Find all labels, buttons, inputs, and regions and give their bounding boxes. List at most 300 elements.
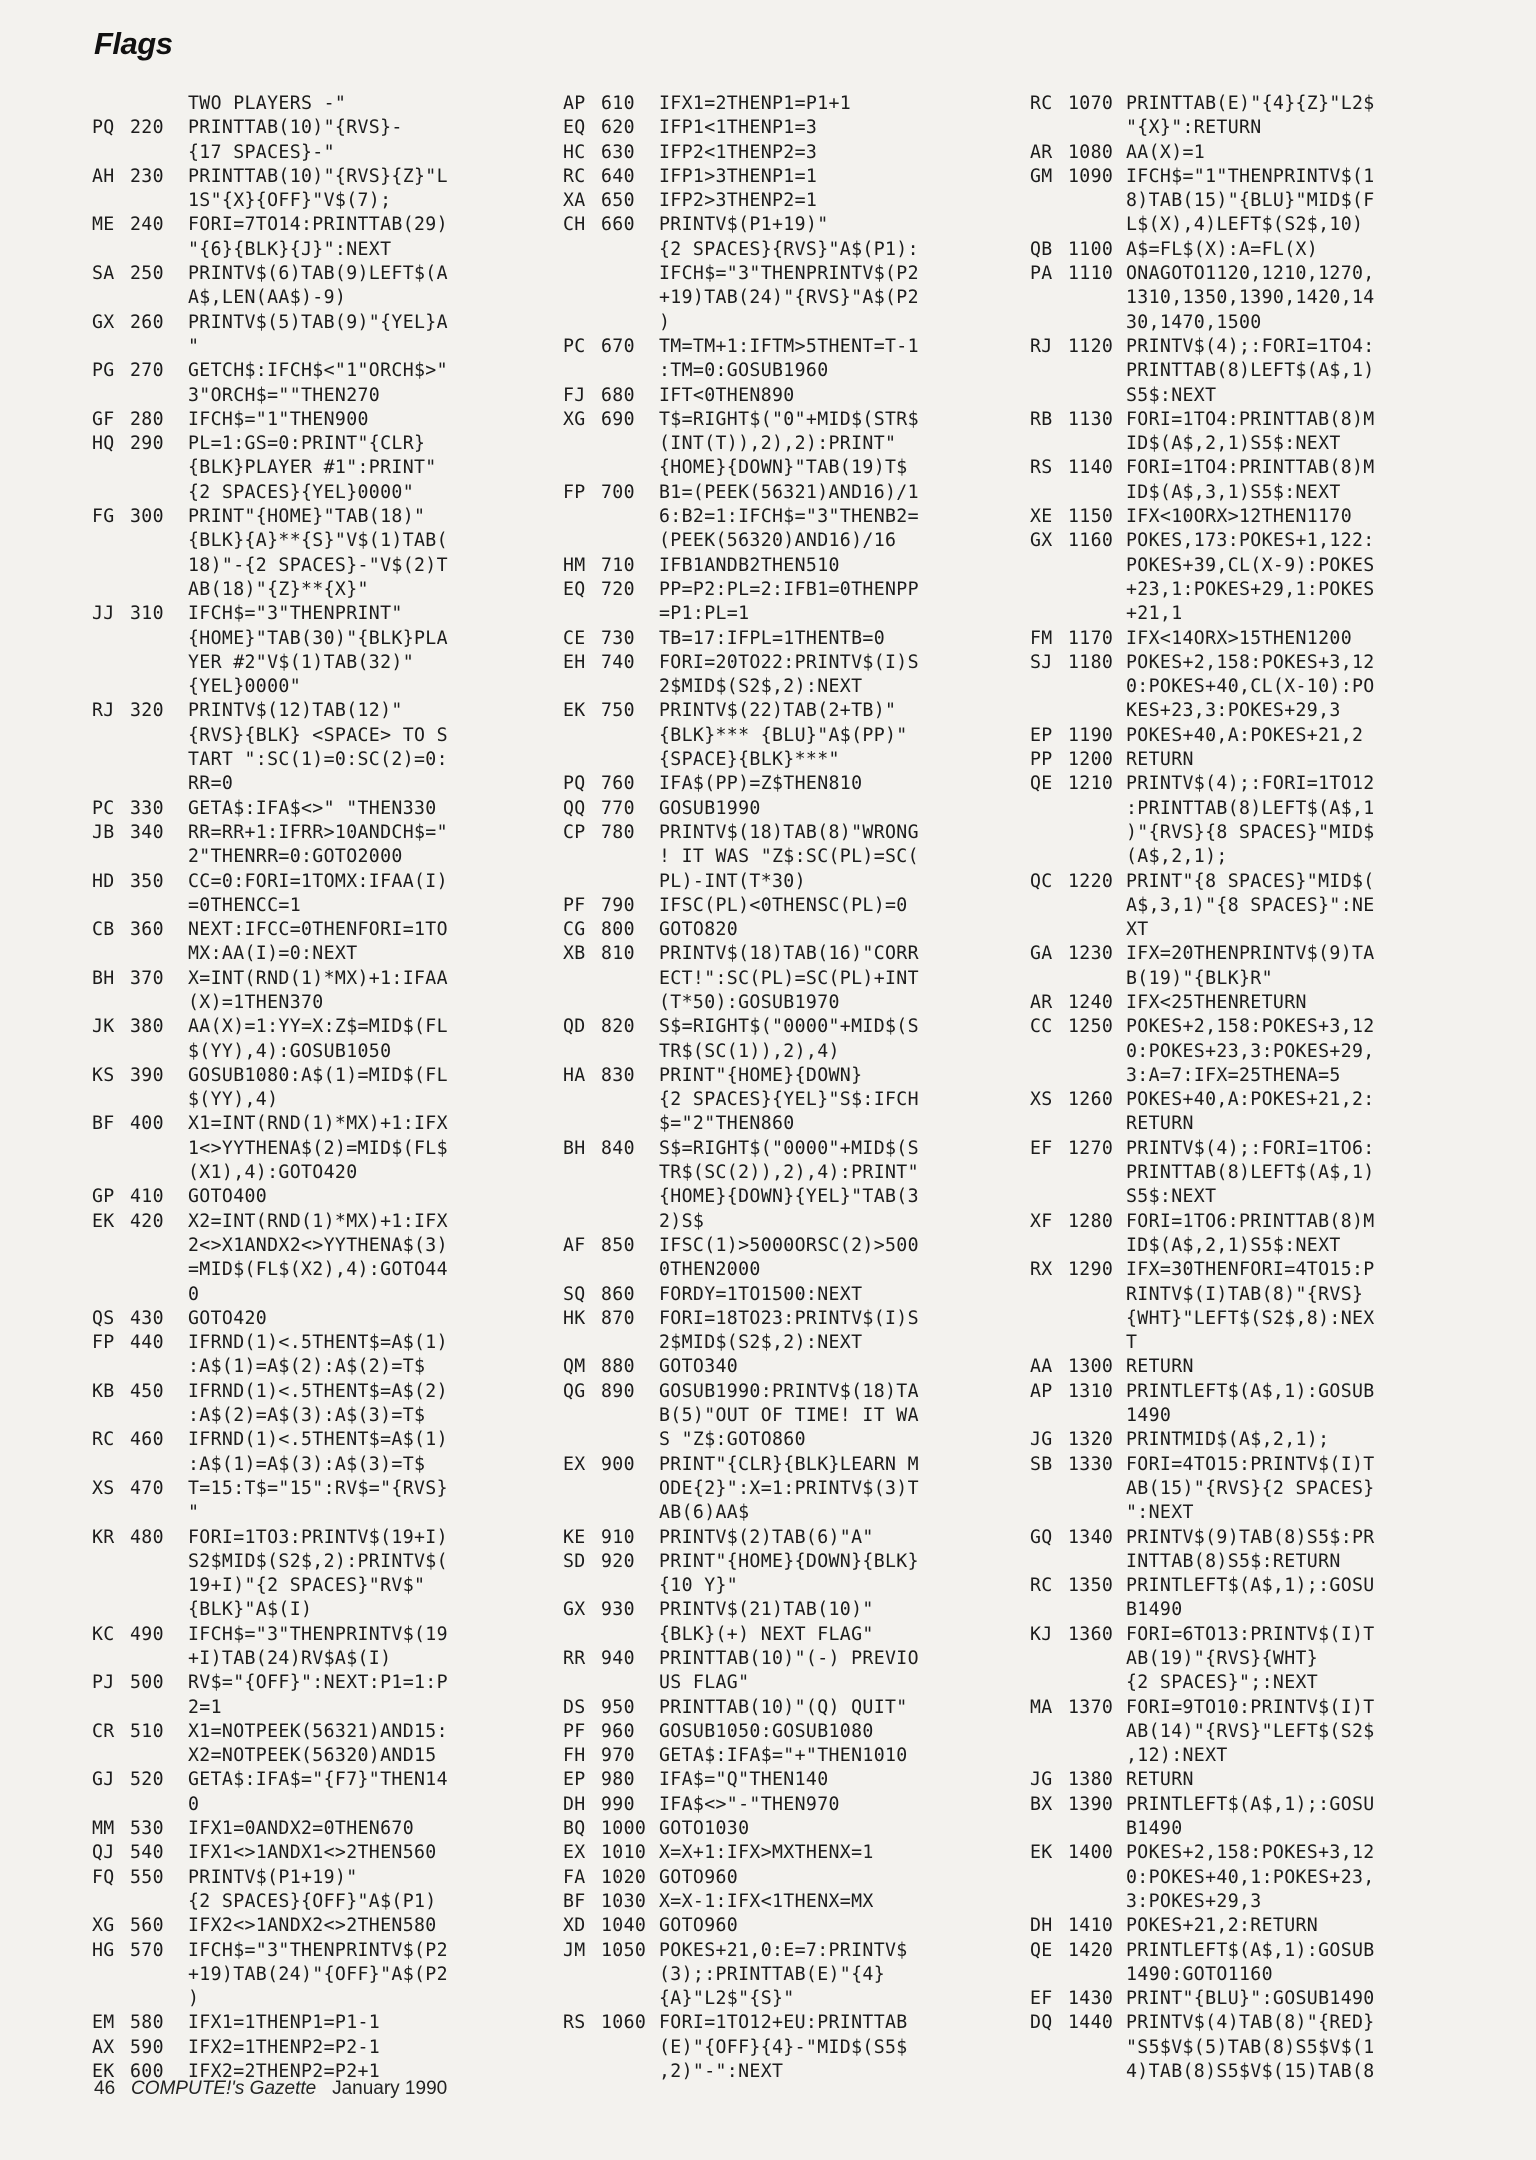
code-line	[92, 1477, 448, 1501]
checksum: QB	[1030, 238, 1053, 260]
code-line	[563, 1598, 919, 1622]
code-text: +23,1:POKES+29,1:POKES	[1126, 578, 1375, 600]
code-line	[92, 1428, 448, 1452]
line-number: 270	[130, 360, 164, 382]
code-line	[92, 529, 448, 553]
checksum: MM	[92, 1818, 115, 1840]
checksum: PG	[92, 360, 115, 382]
code-line	[563, 529, 919, 553]
code-line	[1030, 1841, 1375, 1865]
code-line	[1030, 165, 1375, 189]
code-line	[92, 408, 448, 432]
checksum: QJ	[92, 1842, 115, 1864]
line-number: 460	[130, 1429, 164, 1451]
checksum: PC	[92, 797, 115, 819]
code-line	[92, 772, 448, 796]
code-line	[1030, 1234, 1375, 1258]
code-text: S5$:NEXT	[1126, 1186, 1217, 1208]
checksum: EK	[92, 2061, 115, 2083]
code-text: IFT<0THEN890	[659, 384, 795, 406]
code-line	[1030, 1647, 1375, 1671]
code-line	[563, 967, 919, 991]
code-text: {HOME}"TAB(30)"{BLK}PLA	[188, 627, 448, 649]
code-text: PRINT"{CLR}{BLK}LEARN M	[659, 1453, 919, 1475]
code-text: AB(14)"{RVS}"LEFT$(S2$	[1126, 1720, 1375, 1742]
line-number: 260	[130, 311, 164, 333]
code-line	[92, 141, 448, 165]
line-number: 1090	[1068, 165, 1114, 187]
line-number: 850	[601, 1234, 635, 1256]
code-text: IFX2<>1ANDX2<>2THEN580	[188, 1915, 437, 1937]
line-number: 1030	[601, 1890, 647, 1912]
code-text: IFP1<1THENP1=3	[659, 117, 818, 139]
code-line	[1030, 918, 1375, 942]
code-text: PL)-INT(T*30)	[659, 870, 806, 892]
line-number: 500	[130, 1672, 164, 1694]
code-line	[1030, 286, 1375, 310]
code-line	[563, 1477, 919, 1501]
line-number: 770	[601, 797, 635, 819]
code-line	[92, 1550, 448, 1574]
checksum: GA	[1030, 943, 1053, 965]
checksum: CP	[563, 821, 586, 843]
code-text: 2$MID$(S2$,2):NEXT	[659, 676, 863, 698]
checksum: RR	[563, 1648, 586, 1669]
checksum: KR	[92, 1526, 115, 1548]
code-text: B1=(PEEK(56321)AND16)/1	[659, 481, 919, 503]
line-number: 670	[601, 335, 635, 357]
code-text: B(19)"{BLK}R"	[1126, 967, 1273, 989]
code-line	[1030, 1210, 1375, 1234]
code-text: T=15:T$="15":RV$="{RVS}	[188, 1477, 448, 1499]
checksum: DH	[1030, 1915, 1053, 1937]
code-line	[92, 165, 448, 189]
code-text: X2=INT(RND(1)*MX)+1:IFX	[188, 1210, 448, 1232]
code-line	[1030, 942, 1375, 966]
line-number: 980	[601, 1769, 635, 1791]
code-line	[92, 554, 448, 578]
code-line	[1030, 991, 1375, 1015]
checksum: KB	[92, 1380, 115, 1402]
line-number: 1340	[1068, 1526, 1114, 1548]
code-text: RETURN	[1126, 1769, 1194, 1791]
checksum: AR	[1030, 991, 1053, 1013]
code-text: IFX1=0ANDX2=0THEN670	[188, 1818, 414, 1840]
code-text: A$,LEN(AA$)-9)	[188, 287, 347, 309]
line-number: 1260	[1068, 1089, 1114, 1111]
code-text: FORI=1TO6:PRINTTAB(8)M	[1126, 1210, 1375, 1232]
line-number: 1420	[1068, 1939, 1114, 1961]
checksum: AH	[92, 165, 115, 187]
code-text: {2 SPACES}{YEL}0000"	[188, 481, 414, 503]
code-text: POKES+21,2:RETURN	[1126, 1915, 1319, 1937]
code-line	[92, 724, 448, 748]
code-text: ODE{2}":X=1:PRINTV$(3)T	[659, 1477, 919, 1499]
code-text: PRINTMID$(A$,2,1);	[1126, 1429, 1330, 1451]
code-line	[92, 1185, 448, 1209]
code-text: {RVS}{BLK} <SPACE> TO S	[188, 724, 448, 746]
checksum: FG	[92, 506, 115, 528]
code-line	[92, 627, 448, 651]
code-line	[1030, 1428, 1375, 1452]
code-line	[563, 1453, 919, 1477]
code-text: 8)TAB(15)"{BLU}"MID$(F	[1126, 190, 1375, 212]
code-line	[563, 1404, 919, 1428]
code-text: :A$(1)=A$(3):A$(3)=T$	[188, 1453, 426, 1475]
code-text: IFA$<>"-"THEN970	[659, 1793, 840, 1815]
line-number: 390	[130, 1064, 164, 1086]
code-line	[92, 845, 448, 869]
line-number: 950	[601, 1696, 635, 1718]
code-line	[92, 1866, 448, 1890]
checksum: DH	[563, 1793, 586, 1815]
code-text: PRINTV$(9)TAB(8)S5$:PR	[1126, 1526, 1375, 1548]
code-text: PRINTLEFT$(A$,1);:GOSU	[1126, 1575, 1375, 1597]
code-text: {2 SPACES}{OFF}"A$(P1)	[188, 1890, 437, 1912]
code-text: {WHT}"LEFT$(S2$,8):NEX	[1126, 1307, 1375, 1329]
line-number: 300	[130, 506, 164, 528]
line-number: 350	[130, 870, 164, 892]
code-line	[1030, 967, 1375, 991]
code-text: 1490:GOTO1160	[1126, 1963, 1273, 1985]
code-line	[1030, 1307, 1375, 1331]
code-line	[92, 1890, 448, 1914]
code-line	[92, 797, 448, 821]
code-line	[563, 2036, 919, 2060]
checksum: RX	[1030, 1259, 1053, 1281]
code-text: PRINTLEFT$(A$,1);:GOSU	[1126, 1793, 1375, 1815]
code-line	[563, 1112, 919, 1136]
line-number: 760	[601, 773, 635, 795]
code-line	[563, 1647, 919, 1671]
code-text: INTTAB(8)S5$:RETURN	[1126, 1550, 1341, 1572]
code-line	[563, 1040, 919, 1064]
code-line	[1030, 1283, 1375, 1307]
checksum: EM	[92, 2012, 115, 2034]
code-line	[563, 651, 919, 675]
code-line	[563, 1234, 919, 1258]
checksum: HQ	[92, 433, 115, 455]
code-text: (PEEK(56320)AND16)/16	[659, 530, 897, 552]
checksum: XG	[563, 408, 586, 430]
code-line	[1030, 651, 1375, 675]
checksum: QG	[563, 1380, 586, 1402]
code-text: 2=1	[188, 1696, 222, 1718]
code-line	[563, 1914, 919, 1938]
code-text: RETURN	[1126, 1113, 1194, 1135]
code-text: IFX1<>1ANDX1<>2THEN560	[188, 1842, 437, 1864]
line-number: 1160	[1068, 530, 1114, 552]
code-text: :A$(2)=A$(3):A$(3)=T$	[188, 1405, 426, 1427]
line-number: 1140	[1068, 457, 1114, 479]
code-line	[92, 1137, 448, 1161]
code-line	[563, 1939, 919, 1963]
line-number: 890	[601, 1380, 635, 1402]
code-line	[92, 1015, 448, 1039]
code-text: PRINTV$(5)TAB(9)"{YEL}A	[188, 311, 448, 333]
code-line	[563, 213, 919, 237]
code-line	[1030, 189, 1375, 213]
code-line	[563, 1841, 919, 1865]
code-line	[1030, 845, 1375, 869]
code-text: PRINTV$(6)TAB(9)LEFT$(A	[188, 263, 448, 285]
code-line	[563, 1501, 919, 1525]
code-line	[1030, 748, 1375, 772]
code-text: IFX1=2THENP1=P1+1	[659, 93, 852, 114]
code-line	[563, 554, 919, 578]
line-number: 960	[601, 1720, 635, 1742]
code-line	[92, 262, 448, 286]
code-line	[1030, 505, 1375, 529]
code-line	[92, 1283, 448, 1307]
code-line	[92, 1331, 448, 1355]
checksum: BH	[92, 967, 115, 989]
line-number: 530	[130, 1818, 164, 1840]
line-number: 1320	[1068, 1429, 1114, 1451]
code-text: ID$(A$,2,1)S5$:NEXT	[1126, 433, 1341, 455]
code-text: PRINTTAB(10)"{RVS}{Z}"L	[188, 165, 448, 187]
code-text: T$=RIGHT$("0"+MID$(STR$	[659, 408, 919, 430]
code-text: RINTV$(I)TAB(8)"{RVS}	[1126, 1283, 1364, 1305]
code-text: PRINTTAB(10)"(-) PREVIO	[659, 1648, 919, 1669]
code-text: PRINT"{8 SPACES}"MID$(	[1126, 870, 1375, 892]
code-line	[92, 1696, 448, 1720]
code-text: PL=1:GS=0:PRINT"{CLR}	[188, 433, 426, 455]
code-line	[92, 2036, 448, 2060]
code-text: FORI=20TO22:PRINTV$(I)S	[659, 651, 919, 673]
line-number: 1080	[1068, 141, 1114, 163]
code-text: PRINTV$(21)TAB(10)"	[659, 1599, 874, 1621]
checksum: KJ	[1030, 1623, 1053, 1645]
code-line	[563, 870, 919, 894]
checksum: GX	[563, 1599, 586, 1621]
code-text: RETURN	[1126, 749, 1194, 771]
line-number: 370	[130, 967, 164, 989]
code-text: FORI=6TO13:PRINTV$(I)T	[1126, 1623, 1375, 1645]
code-line	[92, 1939, 448, 1963]
code-text: TM=TM+1:IFTM>5THENT=T-1	[659, 335, 919, 357]
line-number: 1110	[1068, 263, 1114, 285]
line-number: 280	[130, 408, 164, 430]
code-line	[1030, 213, 1375, 237]
checksum: QQ	[563, 797, 586, 819]
line-number: 860	[601, 1283, 635, 1305]
code-text: IFP2>3THENP2=1	[659, 190, 818, 212]
code-line	[1030, 2011, 1375, 2035]
code-line	[1030, 675, 1375, 699]
code-line	[1030, 141, 1375, 165]
code-line	[1030, 456, 1375, 480]
code-text: GETCH$:IFCH$<"1"ORCH$>"	[188, 360, 448, 382]
line-number: 1240	[1068, 991, 1114, 1013]
code-text: 2)S$	[659, 1210, 705, 1232]
code-text: AA(X)=1	[1126, 141, 1206, 163]
checksum: QE	[1030, 773, 1053, 795]
code-line	[563, 311, 919, 335]
checksum: JB	[92, 821, 115, 843]
code-line	[563, 1380, 919, 1404]
code-line	[1030, 1817, 1375, 1841]
code-text: ID$(A$,2,1)S5$:NEXT	[1126, 1234, 1341, 1256]
code-text: "{6}{BLK}{J}":NEXT	[188, 238, 392, 260]
code-line	[92, 1647, 448, 1671]
checksum: BH	[563, 1137, 586, 1159]
code-text: TB=17:IFPL=1THENTB=0	[659, 627, 885, 649]
code-line	[92, 1817, 448, 1841]
checksum: GP	[92, 1186, 115, 1208]
code-text: 6:B2=1:IFCH$="3"THENB2=	[659, 506, 919, 528]
checksum: EF	[1030, 1137, 1053, 1159]
code-line	[563, 1744, 919, 1768]
line-number: 840	[601, 1137, 635, 1159]
checksum: XB	[563, 943, 586, 965]
code-line	[1030, 1137, 1375, 1161]
code-line	[563, 1817, 919, 1841]
code-text: :PRINTTAB(8)LEFT$(A$,1	[1126, 797, 1375, 819]
code-text: CC=0:FORI=1TOMX:IFAA(I)	[188, 870, 448, 892]
code-line	[92, 1841, 448, 1865]
code-text: A$,3,1)"{8 SPACES}":NE	[1126, 894, 1375, 916]
code-text: ":NEXT	[1126, 1502, 1194, 1524]
code-text: IFX<14ORX>15THEN1200	[1126, 627, 1352, 649]
code-line	[1030, 408, 1375, 432]
checksum: PA	[1030, 263, 1053, 285]
line-number: 520	[130, 1769, 164, 1791]
code-line	[92, 238, 448, 262]
checksum: AA	[1030, 1356, 1053, 1378]
code-text: X=X-1:IFX<1THENX=MX	[659, 1890, 874, 1912]
code-line	[92, 1258, 448, 1282]
line-number: 1290	[1068, 1259, 1114, 1281]
code-text: +I)TAB(24)RV$A$(I)	[188, 1648, 392, 1669]
checksum: EP	[563, 1769, 586, 1791]
code-text: B(5)"OUT OF TIME! IT WA	[659, 1405, 919, 1427]
line-number: 1430	[1068, 1988, 1114, 2010]
checksum: PF	[563, 894, 586, 916]
code-line	[92, 1671, 448, 1695]
checksum: RC	[92, 1429, 115, 1451]
checksum: ME	[92, 214, 115, 236]
checksum: KS	[92, 1064, 115, 1086]
line-number: 620	[601, 117, 635, 139]
code-text: IFCH$="3"THENPRINT"	[188, 603, 403, 625]
checksum: RC	[563, 165, 586, 187]
code-text: POKES+2,158:POKES+3,12	[1126, 1016, 1375, 1038]
line-number: 1230	[1068, 943, 1114, 965]
code-line	[1030, 1768, 1375, 1792]
code-line	[92, 1210, 448, 1234]
code-line	[563, 724, 919, 748]
code-line	[1030, 1866, 1375, 1890]
line-number: 310	[130, 603, 164, 625]
code-line	[92, 335, 448, 359]
checksum: EP	[1030, 724, 1053, 746]
code-text: {A}"L2$"{S}"	[659, 1988, 795, 2010]
checksum: RJ	[92, 700, 115, 722]
code-text: X=INT(RND(1)*MX)+1:IFAA	[188, 967, 448, 989]
code-line	[92, 578, 448, 602]
code-text: FORI=1TO12+EU:PRINTTAB	[659, 2012, 908, 2034]
code-line	[563, 1088, 919, 1112]
code-line	[563, 432, 919, 456]
checksum: CR	[92, 1720, 115, 1742]
code-text: ! IT WAS "Z$:SC(PL)=SC(	[659, 846, 919, 868]
checksum: SJ	[1030, 651, 1053, 673]
code-line	[563, 92, 919, 116]
code-text: T	[1126, 1332, 1138, 1354]
code-text: $="2"THEN860	[659, 1113, 795, 1135]
code-text: (X1),4):GOTO420	[188, 1162, 358, 1184]
code-line	[563, 141, 919, 165]
code-text: IFB1ANDB2THEN510	[659, 554, 840, 576]
code-line	[1030, 1720, 1375, 1744]
code-line	[563, 384, 919, 408]
checksum: AR	[1030, 141, 1053, 163]
checksum: CE	[563, 627, 586, 649]
code-text: S "Z$:GOTO860	[659, 1429, 806, 1451]
listing-column-1	[92, 92, 448, 2084]
checksum: EF	[1030, 1988, 1053, 2010]
code-line	[1030, 1744, 1375, 1768]
line-number: 380	[130, 1016, 164, 1038]
code-line	[563, 238, 919, 262]
checksum: BQ	[563, 1818, 586, 1840]
code-line	[563, 1258, 919, 1282]
code-line	[1030, 699, 1375, 723]
code-text: FORI=7TO14:PRINTTAB(29)	[188, 214, 448, 236]
code-text: PRINTV$(12)TAB(12)"	[188, 700, 403, 722]
checksum: GX	[1030, 530, 1053, 552]
code-text: AA(X)=1:YY=X:Z$=MID$(FL	[188, 1016, 448, 1038]
code-line	[92, 1355, 448, 1379]
line-number: 410	[130, 1186, 164, 1208]
section-title: Flags	[94, 26, 173, 61]
code-text: IFX=20THENPRINTV$(9)TA	[1126, 943, 1375, 965]
code-line	[1030, 529, 1375, 553]
checksum: PF	[563, 1720, 586, 1742]
code-text: 0:POKES+23,3:POKES+29,	[1126, 1040, 1375, 1062]
line-number: 1190	[1068, 724, 1114, 746]
line-number: 1250	[1068, 1016, 1114, 1038]
code-text: PRINTTAB(8)LEFT$(A$,1)	[1126, 360, 1375, 382]
code-line	[563, 602, 919, 626]
code-text: =MID$(FL$(X2),4):GOTO44	[188, 1259, 448, 1281]
checksum: PJ	[92, 1672, 115, 1694]
code-text: B1490	[1126, 1599, 1183, 1621]
code-line	[563, 675, 919, 699]
code-line	[563, 1768, 919, 1792]
line-number: 230	[130, 165, 164, 187]
code-line	[92, 481, 448, 505]
code-line	[92, 918, 448, 942]
checksum: FJ	[563, 384, 586, 406]
code-text: 18)"-{2 SPACES}-"V$(2)T	[188, 554, 448, 576]
code-text: "S5$V$(5)TAB(8)S5$V$(1	[1126, 2036, 1375, 2058]
code-line	[1030, 1550, 1375, 1574]
code-line	[1030, 2036, 1375, 2060]
line-number: 1380	[1068, 1769, 1114, 1791]
line-number: 1280	[1068, 1210, 1114, 1232]
code-text: IFP2<1THENP2=3	[659, 141, 818, 163]
line-number: 420	[130, 1210, 164, 1232]
checksum: SB	[1030, 1453, 1053, 1475]
code-text: PRINTV$(P1+19)"	[659, 214, 829, 236]
code-line	[1030, 1793, 1375, 1817]
checksum: EQ	[563, 578, 586, 600]
code-text: {2 SPACES}";:NEXT	[1126, 1672, 1319, 1694]
code-text: S5$:NEXT	[1126, 384, 1217, 406]
code-text: X1=NOTPEEK(56321)AND15:	[188, 1720, 448, 1742]
